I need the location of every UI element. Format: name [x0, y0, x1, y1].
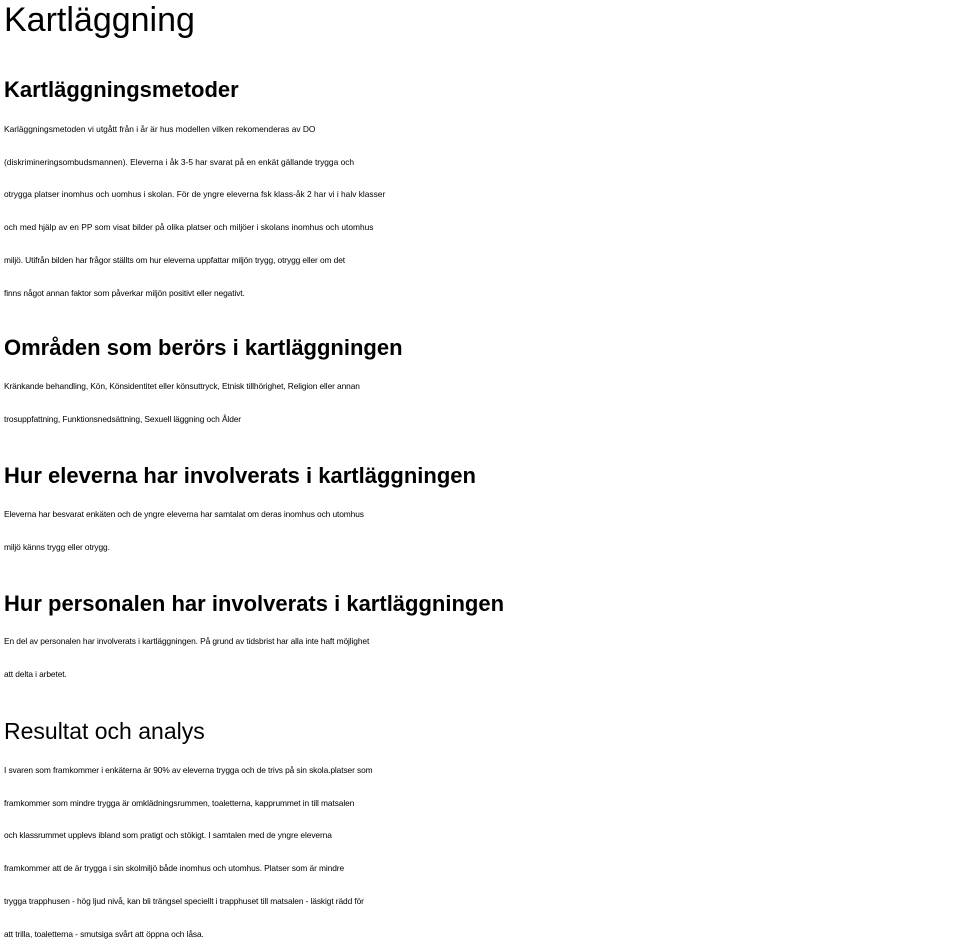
text-line: finns något annan faktor som påverkar miljön positivt eller negativt. — [4, 287, 245, 298]
text-line: trosuppfattning, Funktionsnedsättning, Sexuell läggning och Ålder — [4, 413, 242, 424]
text-line: En del av personalen har involverats i kartläggningen. På grund av tidsbrist har alla inte haft möjlighet — [4, 636, 370, 646]
section-body-kartlaggningsmetoder — [4, 113, 960, 309]
text-line: trygga trapphusen - hög ljud nivå, kan bli trängsel speciellt i trapphuset till matsalen - läskigt rädd för — [4, 895, 364, 906]
section-body-personal-involverad — [4, 625, 960, 690]
text-line: Karläggningsmetoden vi utgått från i år är hus modellen vilken rekomenderas av DO — [4, 124, 316, 134]
text-line: och med hjälp av en PP som visat bilder på olika platser och miljöer i skolans inomhus och utomhus — [4, 222, 374, 233]
text-line: och klassrummet upplevs ibland som pratigt och stökigt. I samtalen med de yngre eleverna — [4, 830, 332, 841]
section-heading-resultat: Resultat och analys — [4, 718, 205, 744]
text-line: otrygga platser inomhus och uomhus i skolan. För de yngre eleverna fsk klass-åk 2 har vi i halv klasser — [4, 189, 386, 200]
section-body-elever-involverade — [4, 498, 960, 563]
text-line: Kränkande behandling, Kön, Könsidentitet eller könsuttryck, Etnisk tillhörighet, Religion eller annan — [4, 381, 360, 391]
text-line: att trilla, toaletterna - smutsiga svårt att öppna och låsa. — [4, 928, 204, 939]
page-title: Kartläggning — [4, 1, 195, 39]
text-line: I svaren som framkommer i enkäterna är 90% av eleverna trygga och de trivs på sin skola.platser som — [4, 765, 373, 775]
text-line: miljö. Utifrån bilden har frågor ställts om hur eleverna uppfattar miljön trygg, otrygg eller om det — [4, 254, 345, 265]
text-line: framkommer som mindre trygga är omklädningsrummen, toaletterna, kapprummet in till matsalen — [4, 797, 355, 808]
text-line: miljö känns trygg eller otrygg. — [4, 541, 110, 552]
section-body-resultat — [4, 754, 960, 950]
section-heading-kartlaggningsmetoder: Kartläggningsmetoder — [4, 77, 239, 102]
section-heading-omraden: Områden som berörs i kartläggningen — [4, 335, 403, 360]
section-body-omraden — [4, 370, 960, 435]
text-line: att delta i arbetet. — [4, 668, 67, 679]
text-line: Eleverna har besvarat enkäten och de yngre eleverna har samtalat om deras inomhus och utomhus — [4, 509, 364, 519]
text-line: framkommer att de är trygga i sin skolmiljö både inomhus och utomhus. Platser som är mindre — [4, 863, 344, 874]
section-heading-elever-involverade: Hur eleverna har involverats i kartläggningen — [4, 463, 476, 488]
section-heading-personal-involverad: Hur personalen har involverats i kartläggningen — [4, 591, 505, 616]
text-line: (diskrimineringsombudsmannen). Eleverna i åk 3-5 har svarat på en enkät gällande trygga och — [4, 156, 355, 167]
